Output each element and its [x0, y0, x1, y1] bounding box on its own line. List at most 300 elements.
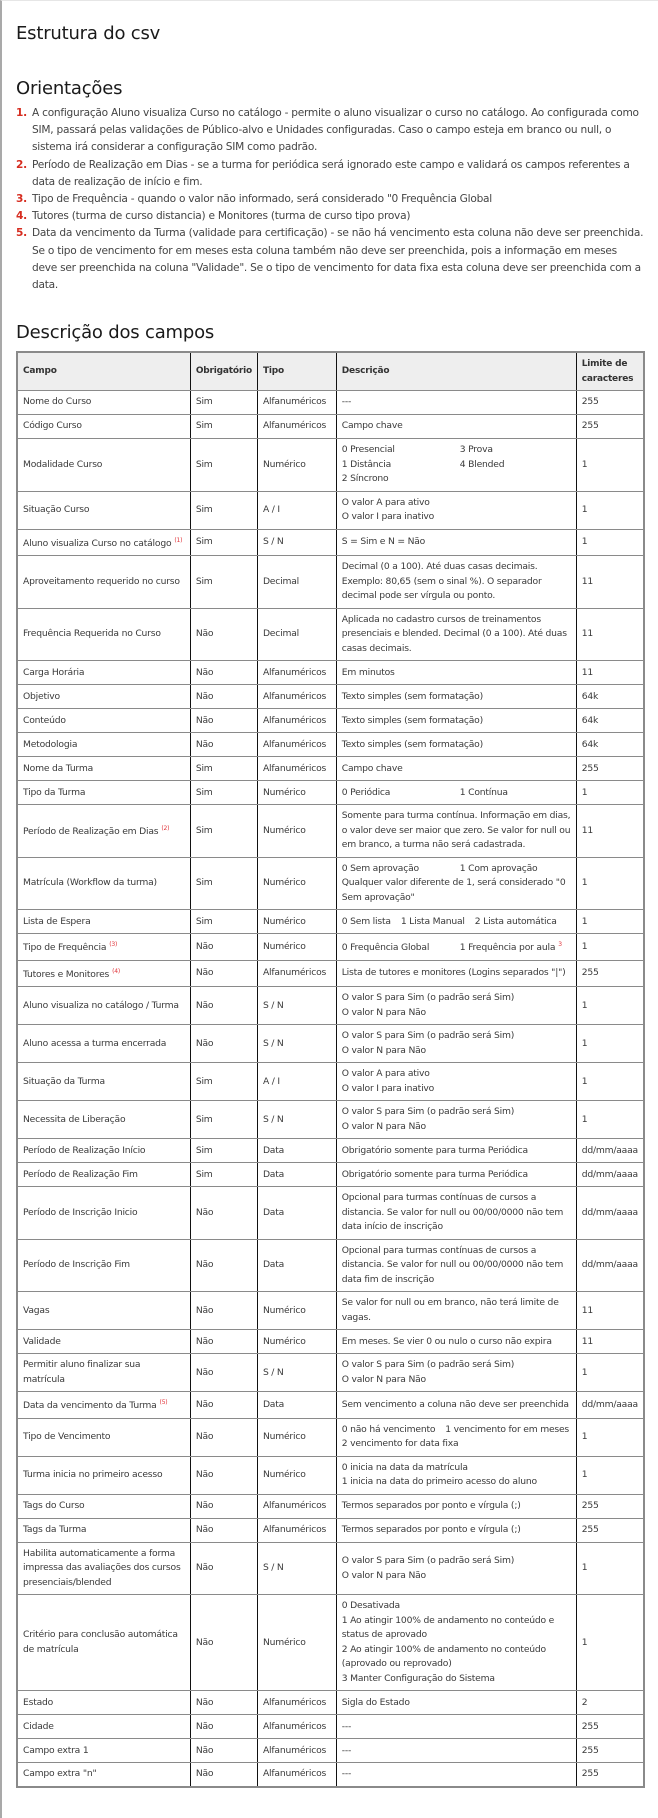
cell-campo: [17, 1456, 190, 1494]
cell-limite: 255: [576, 1715, 644, 1739]
description-line: O valor S para Sim (o padrão será Sim): [341, 1030, 515, 1042]
description-line: [342, 938, 571, 956]
column-header-descricao: Descrição: [336, 352, 576, 391]
description-line: 3 Manter Configuração do Sistema: [341, 1672, 495, 1684]
table-row: [17, 439, 644, 492]
cell-obrigatorio: Sim: [190, 1101, 257, 1139]
cell-campo: [17, 934, 190, 961]
cell-obrigatorio: Não: [190, 733, 257, 757]
footnote-marker: (3): [109, 941, 118, 949]
cell-obrigatorio: Sim: [190, 805, 257, 858]
table-row: [17, 1392, 644, 1419]
description-line: Campo chave: [341, 762, 403, 774]
cell-descricao: [336, 857, 576, 910]
cell-limite: 11: [576, 1292, 644, 1330]
cell-descricao: [336, 1025, 576, 1063]
cell-limite: 1: [576, 1101, 644, 1139]
cell-limite: 255: [576, 1494, 644, 1518]
description-line: O valor I para inativo: [341, 511, 435, 523]
description-line: 0 Desativada: [341, 1600, 400, 1612]
description-line: Se valor for null ou em branco, não terá limite de vagas.: [341, 1297, 559, 1323]
campo-label: Aproveitamento requerido no curso: [23, 575, 180, 587]
option-text: 2 Lista automática: [474, 915, 557, 927]
orientation-item: [16, 157, 644, 191]
option-text: 0 Sem aprovação: [341, 862, 419, 874]
cell-campo: [17, 1595, 190, 1691]
description-line: Campo chave: [341, 420, 403, 432]
cell-tipo: Numérico: [257, 1292, 336, 1330]
table-row: [17, 709, 644, 733]
table-row: [17, 1163, 644, 1187]
table-row: [17, 685, 644, 709]
cell-limite: 1: [576, 1418, 644, 1456]
description-line: O valor S para Sim (o padrão será Sim): [341, 1555, 515, 1567]
cell-limite: 255: [576, 415, 644, 439]
description-line: [342, 458, 571, 473]
cell-limite: dd/mm/aaaa: [576, 1392, 644, 1419]
page-title: Estrutura do csv: [16, 23, 161, 44]
campo-label: Tags da Turma: [23, 1524, 87, 1536]
description-line: Aplicada no cadastro cursos de treinamentos presenciais e blended. Decimal (0 a 100). Até duas casas decimais.: [341, 613, 567, 654]
orientation-item: [16, 225, 644, 294]
campo-label: Período de Realização em Dias: [23, 826, 159, 838]
orientation-item: [16, 191, 644, 208]
campo-label: Tipo de Vencimento: [23, 1431, 111, 1443]
cell-limite: 255: [576, 391, 644, 415]
cell-obrigatorio: Não: [190, 1542, 257, 1595]
description-line: 2 vencimento for data fixa: [341, 1438, 459, 1450]
cell-limite: 64k: [576, 685, 644, 709]
orientation-number: 5.: [16, 227, 27, 240]
orientation-item: [16, 105, 644, 157]
table-row: [17, 1418, 644, 1456]
footnote-marker: (4): [112, 967, 121, 975]
orientation-text: Tipo de Frequência - quando o valor não informado, será considerado "0 Frequência Global: [32, 193, 492, 206]
cell-tipo: Data: [257, 1139, 336, 1163]
orientation-number: 4.: [16, 210, 27, 223]
table-row: [17, 391, 644, 415]
column-header-campo: Campo: [17, 352, 190, 391]
cell-obrigatorio: Não: [190, 1763, 257, 1787]
cell-obrigatorio: Não: [190, 1392, 257, 1419]
description-line: [342, 443, 571, 458]
cell-descricao: [336, 960, 576, 987]
cell-tipo: S / N: [257, 1542, 336, 1595]
cell-descricao: [336, 1163, 576, 1187]
cell-campo: [17, 1139, 190, 1163]
table-row: [17, 1542, 644, 1595]
cell-descricao: [336, 934, 576, 961]
cell-descricao: [336, 987, 576, 1025]
cell-obrigatorio: Sim: [190, 529, 257, 556]
description-line: 2 Ao atingir 100% de andamento no conteúdo (aprovado ou reprovado): [341, 1643, 546, 1670]
cell-limite: 1: [576, 987, 644, 1025]
cell-obrigatorio: Não: [190, 1025, 257, 1063]
option-text: 0 não há vencimento: [341, 1423, 436, 1435]
cell-limite: 11: [576, 608, 644, 661]
cell-tipo: Alfanuméricos: [257, 960, 336, 987]
cell-limite: 1: [576, 781, 644, 805]
column-header-obrigatorio: Obrigatório: [190, 352, 257, 391]
cell-tipo: S / N: [257, 529, 336, 556]
cell-limite: dd/mm/aaaa: [576, 1187, 644, 1240]
cell-tipo: Numérico: [257, 934, 336, 961]
table-row: [17, 805, 644, 858]
campo-label: Critério para conclusão automática de matrícula: [23, 1629, 178, 1655]
cell-campo: [17, 415, 190, 439]
cell-obrigatorio: Não: [190, 1354, 257, 1392]
cell-tipo: Alfanuméricos: [257, 1715, 336, 1739]
orientation-text: Tutores (turma de curso distancia) e Monitores (turma de curso tipo prova): [32, 210, 411, 223]
cell-limite: 64k: [576, 709, 644, 733]
table-row: [17, 1691, 644, 1715]
cell-campo: [17, 439, 190, 492]
cell-campo: [17, 1494, 190, 1518]
cell-obrigatorio: Sim: [190, 439, 257, 492]
cell-tipo: Decimal: [257, 556, 336, 609]
cell-limite: 1: [576, 910, 644, 934]
cell-campo: [17, 709, 190, 733]
table-row: [17, 1292, 644, 1330]
campo-label: Período de Realização Início: [23, 1144, 146, 1156]
campo-label: Carga Horária: [23, 666, 85, 678]
cell-campo: [17, 1163, 190, 1187]
campo-label: Situação da Turma: [23, 1075, 105, 1087]
cell-descricao: [336, 1187, 576, 1240]
table-row: [17, 1330, 644, 1354]
cell-tipo: S / N: [257, 1354, 336, 1392]
table-row: [17, 1354, 644, 1392]
cell-tipo: Data: [257, 1163, 336, 1187]
cell-tipo: Data: [257, 1239, 336, 1292]
option-text: 4 Blended: [459, 458, 505, 470]
cell-limite: 255: [576, 1518, 644, 1542]
cell-limite: 64k: [576, 733, 644, 757]
cell-tipo: Alfanuméricos: [257, 733, 336, 757]
table-row: [17, 1494, 644, 1518]
cell-obrigatorio: Não: [190, 1187, 257, 1240]
cell-obrigatorio: Sim: [190, 781, 257, 805]
table-row: [17, 1187, 644, 1240]
description-line: Sigla do Estado: [341, 1696, 410, 1708]
cell-obrigatorio: Sim: [190, 391, 257, 415]
cell-obrigatorio: Não: [190, 1518, 257, 1542]
description-line: Em minutos: [341, 666, 395, 678]
table-row: [17, 733, 644, 757]
campo-label: Validade: [23, 1335, 61, 1347]
cell-tipo: Alfanuméricos: [257, 661, 336, 685]
cell-tipo: Alfanuméricos: [257, 415, 336, 439]
cell-descricao: [336, 1715, 576, 1739]
cell-tipo: A / I: [257, 1063, 336, 1101]
description-line: Lista de tutores e monitores (Logins separados "|"): [341, 967, 566, 979]
description-line: Opcional para turmas contínuas de cursos a distancia. Se valor for null ou 00/00/0000 não tem data fim de inscrição: [341, 1244, 564, 1285]
fields-heading: Descrição dos campos: [16, 322, 215, 344]
campo-label: Nome da Turma: [23, 762, 94, 774]
campo-label: Data da vencimento da Turma: [23, 1400, 157, 1412]
cell-campo: [17, 910, 190, 934]
cell-descricao: [336, 757, 576, 781]
cell-campo: [17, 857, 190, 910]
cell-tipo: Alfanuméricos: [257, 1763, 336, 1787]
option-text: 1 Contínua: [459, 786, 508, 798]
cell-limite: 1: [576, 857, 644, 910]
campo-label: Metodologia: [23, 738, 78, 750]
campo-label: Campo extra 1: [23, 1744, 89, 1756]
cell-limite: dd/mm/aaaa: [576, 1139, 644, 1163]
description-line: O valor A para ativo: [341, 496, 430, 508]
cell-descricao: [336, 1763, 576, 1787]
cell-obrigatorio: Não: [190, 1715, 257, 1739]
table-row: [17, 529, 644, 556]
campo-label: Aluno visualiza Curso no catálogo: [23, 537, 172, 549]
campo-label: Cidade: [23, 1720, 54, 1732]
cell-obrigatorio: Sim: [190, 857, 257, 910]
cell-limite: 1: [576, 529, 644, 556]
cell-campo: [17, 1101, 190, 1139]
cell-descricao: [336, 556, 576, 609]
description-line: ---: [341, 1720, 352, 1732]
option-text: 1 Frequência por aula: [459, 942, 556, 954]
campo-label: Vagas: [23, 1304, 50, 1316]
cell-obrigatorio: Sim: [190, 1139, 257, 1163]
description-line: 0 inicia na data da matrícula: [341, 1461, 468, 1473]
cell-tipo: Numérico: [257, 1595, 336, 1691]
cell-descricao: [336, 733, 576, 757]
option-text: 1 Lista Manual: [400, 915, 465, 927]
description-line: Sem vencimento a coluna não deve ser preenchida: [341, 1398, 569, 1410]
cell-limite: 11: [576, 1330, 644, 1354]
cell-descricao: [336, 1354, 576, 1392]
description-line: ---: [341, 1768, 352, 1780]
cell-descricao: [336, 1101, 576, 1139]
cell-tipo: A / I: [257, 491, 336, 529]
description-line: [342, 786, 571, 801]
cell-descricao: [336, 685, 576, 709]
description-line: Obrigatório somente para turma Periódica: [341, 1168, 528, 1180]
orientation-text: Período de Realização em Dias - se a turma for periódica será ignorado este campo e validará os campos referentes a data de realização de início e fim.: [32, 158, 630, 188]
column-header-limite: Limite de caracteres: [576, 352, 644, 391]
table-row: [17, 757, 644, 781]
footnote-marker: (1): [174, 536, 183, 544]
cell-descricao: [336, 1494, 576, 1518]
footnote-marker: (5): [159, 1399, 168, 1407]
cell-descricao: [336, 805, 576, 858]
campo-label: Turma inicia no primeiro acesso: [23, 1469, 163, 1481]
cell-tipo: Alfanuméricos: [257, 685, 336, 709]
table-row: [17, 661, 644, 685]
campo-label: Permitir aluno finalizar sua matrícula: [23, 1359, 141, 1385]
cell-limite: 1: [576, 934, 644, 961]
cell-limite: 255: [576, 757, 644, 781]
cell-campo: [17, 556, 190, 609]
orientation-number: 3.: [16, 193, 27, 206]
campo-label: Aluno visualiza no catálogo / Turma: [23, 999, 179, 1011]
description-line: O valor S para Sim (o padrão será Sim): [341, 1359, 515, 1371]
cell-campo: [17, 1715, 190, 1739]
campo-label: Período de Inscrição Fim: [23, 1259, 130, 1271]
cell-descricao: [336, 1392, 576, 1419]
option-text: 3 Prova: [459, 444, 493, 456]
cell-campo: [17, 661, 190, 685]
cell-campo: [17, 805, 190, 858]
cell-obrigatorio: Sim: [190, 415, 257, 439]
cell-limite: 1: [576, 439, 644, 492]
cell-descricao: [336, 1595, 576, 1691]
description-line: O valor N para Não: [341, 1120, 426, 1132]
cell-limite: 1: [576, 1456, 644, 1494]
cell-obrigatorio: Sim: [190, 491, 257, 529]
description-line: 1 inicia na data do primeiro acesso do aluno: [341, 1476, 537, 1488]
cell-limite: 2: [576, 1691, 644, 1715]
cell-descricao: [336, 1330, 576, 1354]
table-row: [17, 1456, 644, 1494]
cell-campo: [17, 391, 190, 415]
description-line: Termos separados por ponto e vírgula (;): [341, 1500, 521, 1512]
cell-obrigatorio: Não: [190, 934, 257, 961]
cell-tipo: Alfanuméricos: [257, 1518, 336, 1542]
cell-campo: [17, 1354, 190, 1392]
cell-obrigatorio: Não: [190, 685, 257, 709]
cell-tipo: Numérico: [257, 781, 336, 805]
cell-descricao: [336, 661, 576, 685]
cell-descricao: [336, 1518, 576, 1542]
cell-campo: [17, 1239, 190, 1292]
description-line: Somente para turma contínua. Informação em dias, o valor deve ser maior que zero. Se valor for null ou em branco, a turma não será cadastrada.: [341, 810, 571, 851]
description-line: Qualquer valor diferente de 1, será considerado "0 Sem aprovação": [341, 877, 566, 903]
cell-descricao: [336, 709, 576, 733]
cell-obrigatorio: Sim: [190, 757, 257, 781]
orientations-list: [16, 105, 644, 294]
description-line: ---: [341, 396, 352, 408]
cell-descricao: [336, 1691, 576, 1715]
cell-limite: dd/mm/aaaa: [576, 1163, 644, 1187]
campo-label: Aluno acessa a turma encerrada: [23, 1037, 167, 1049]
cell-descricao: [336, 1292, 576, 1330]
table-row: [17, 857, 644, 910]
cell-descricao: [336, 491, 576, 529]
description-line: [342, 915, 571, 930]
description-line: 1 Ao atingir 100% de andamento no conteúdo e status de aprovado: [341, 1614, 555, 1641]
cell-descricao: [336, 1239, 576, 1292]
table-row: [17, 934, 644, 961]
orientation-text: A configuração Aluno visualiza Curso no catálogo - permite o aluno visualizar o curso no catálogo. Ao configurada como SIM, passará pelas validações de Público-alvo e Unidades configuradas. Caso o campo esteja em branco ou null, o sistema irá considerar a configuração SIM como padrão.: [32, 107, 639, 154]
cell-obrigatorio: Não: [190, 661, 257, 685]
cell-campo: [17, 529, 190, 556]
orientation-text: Data da vencimento da Turma (validade para certificação) - se não há vencimento esta coluna não deve ser preenchida. Se o tipo de vencimento for em meses esta coluna também não deve ser preenchida, pois a informação em meses deve ser preenchida na coluna "Validade". Se o tipo de vencimento for data fixa esta coluna deve ser preenchida com a data.: [32, 227, 644, 292]
cell-limite: 1: [576, 491, 644, 529]
cell-limite: 11: [576, 661, 644, 685]
cell-limite: 11: [576, 805, 644, 858]
cell-descricao: [336, 439, 576, 492]
cell-obrigatorio: Sim: [190, 1163, 257, 1187]
table-row: [17, 1595, 644, 1691]
description-line: [342, 1423, 571, 1438]
cell-campo: [17, 1739, 190, 1763]
cell-tipo: Numérico: [257, 805, 336, 858]
cell-obrigatorio: Não: [190, 608, 257, 661]
cell-campo: [17, 1025, 190, 1063]
cell-campo: [17, 1063, 190, 1101]
description-line: Opcional para turmas contínuas de cursos a distancia. Se valor for null ou 00/00/0000 não tem data início de inscrição: [341, 1192, 564, 1233]
table-row: [17, 910, 644, 934]
table-header-row: [17, 352, 644, 391]
cell-obrigatorio: Sim: [190, 556, 257, 609]
cell-tipo: Alfanuméricos: [257, 709, 336, 733]
cell-tipo: Alfanuméricos: [257, 1739, 336, 1763]
option-text: 0 Frequência Global: [341, 942, 430, 954]
cell-campo: [17, 781, 190, 805]
campo-label: Habilita automaticamente a forma impressa das avaliações dos cursos presenciais/blended: [23, 1547, 181, 1588]
cell-obrigatorio: Sim: [190, 1063, 257, 1101]
table-row: [17, 1063, 644, 1101]
campo-label: Lista de Espera: [23, 915, 91, 927]
orientation-number: 2.: [16, 158, 27, 171]
table-row: [17, 1763, 644, 1787]
cell-tipo: Alfanuméricos: [257, 1494, 336, 1518]
cell-limite: 1: [576, 1354, 644, 1392]
cell-obrigatorio: Não: [190, 1691, 257, 1715]
cell-tipo: Numérico: [257, 1456, 336, 1494]
description-line: Em meses. Se vier 0 ou nulo o curso não expira: [341, 1335, 552, 1347]
table-row: [17, 556, 644, 609]
cell-descricao: [336, 415, 576, 439]
cell-descricao: [336, 1063, 576, 1101]
cell-descricao: [336, 391, 576, 415]
document-page: [2, 1, 658, 1818]
cell-obrigatorio: Sim: [190, 910, 257, 934]
cell-campo: [17, 491, 190, 529]
description-line: O valor S para Sim (o padrão será Sim): [341, 1106, 515, 1118]
description-line: Obrigatório somente para turma Periódica: [341, 1144, 528, 1156]
campo-label: Conteúdo: [23, 714, 66, 726]
fields-table-body: [17, 391, 644, 1787]
campo-label: Modalidade Curso: [23, 458, 103, 470]
orientation-number: 1.: [16, 107, 27, 119]
campo-label: Tipo de Frequência: [23, 942, 107, 954]
cell-tipo: Numérico: [257, 857, 336, 910]
cell-obrigatorio: Não: [190, 960, 257, 987]
description-line: ---: [341, 1744, 352, 1756]
campo-label: Tutores e Monitores: [23, 968, 110, 980]
cell-tipo: Alfanuméricos: [257, 757, 336, 781]
campo-label: Tags do Curso: [23, 1500, 85, 1512]
campo-label: Necessita de Liberação: [23, 1113, 126, 1125]
fields-table: [16, 351, 645, 1788]
cell-descricao: [336, 1456, 576, 1494]
table-row: [17, 1715, 644, 1739]
cell-tipo: Numérico: [257, 439, 336, 492]
table-row: [17, 1518, 644, 1542]
description-line: O valor A para ativo: [341, 1068, 430, 1080]
table-row: [17, 781, 644, 805]
option-text: 2 Síncrono: [341, 473, 389, 485]
description-line: O valor N para Não: [341, 1006, 426, 1018]
cell-tipo: Numérico: [257, 1330, 336, 1354]
option-text: 1 vencimento for em meses: [445, 1423, 570, 1435]
campo-label: Campo extra "n": [23, 1768, 97, 1780]
campo-label: Objetivo: [23, 690, 60, 702]
description-line: Texto simples (sem formatação): [341, 714, 483, 726]
campo-label: Nome do Curso: [23, 396, 92, 408]
orientations-heading: Orientações: [16, 78, 123, 99]
column-header-tipo: Tipo: [257, 352, 336, 391]
cell-limite: 255: [576, 1739, 644, 1763]
cell-limite: 1: [576, 1063, 644, 1101]
campo-label: Período de Inscrição Inicio: [23, 1206, 138, 1218]
cell-tipo: S / N: [257, 1101, 336, 1139]
table-row: [17, 1239, 644, 1292]
